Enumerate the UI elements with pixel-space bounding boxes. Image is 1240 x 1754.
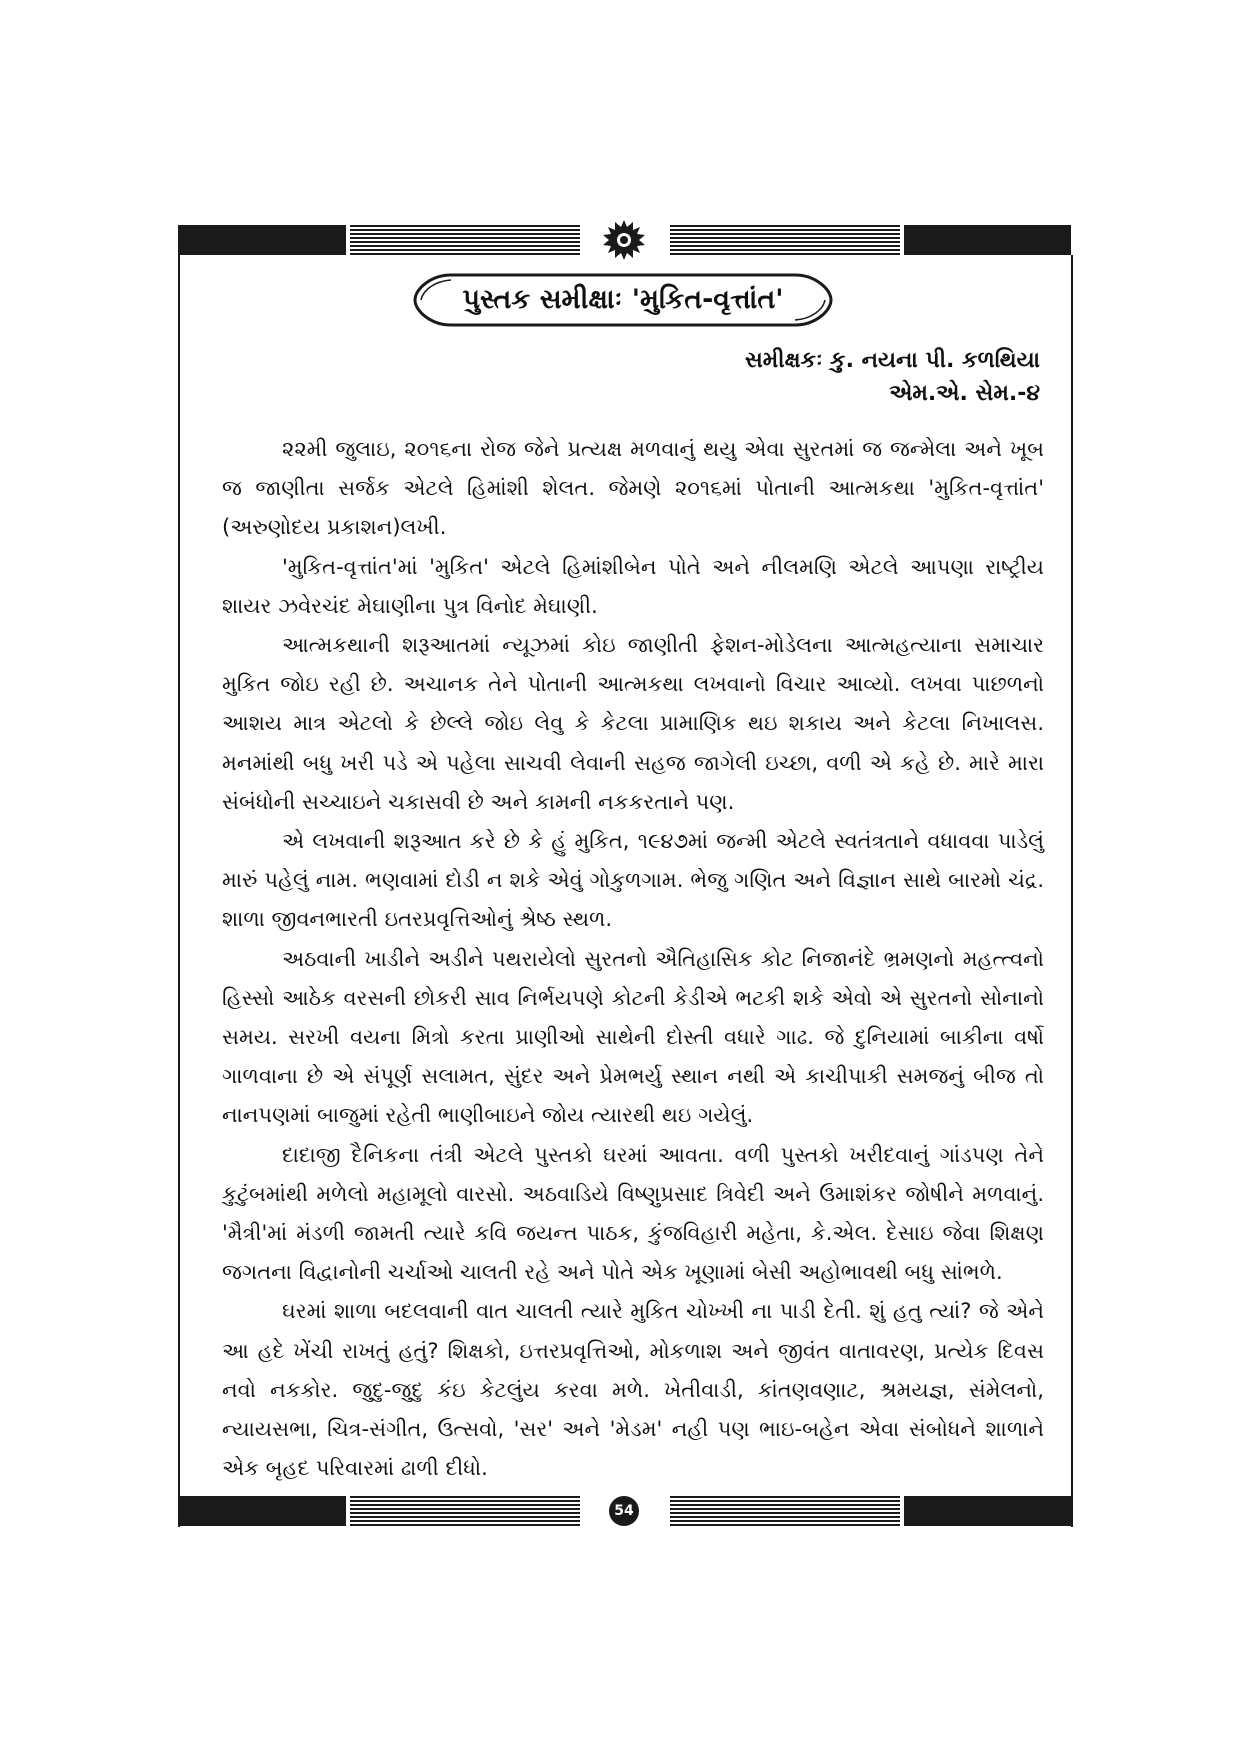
footer-bar-left-stripes xyxy=(350,1496,580,1526)
paragraph: એ લખવાની શરૂઆત કરે છે કે હું મુકિત, ૧૯૪૭માં જન્મી એટલે સ્વતંત્રતાને વધાવવા પાડેલું મારું પહેલું નામ. ભણવામાં દોડી ન શકે એવું ગોકુળગામ. ભેજુ ગણિત અને વિજ્ઞાન સાથે બારમો ચંદ્ર. શાળા જીવનભારતી ઇતરપ્રવૃત્તિઓનું શ્રેષ્ઠ સ્થળ. xyxy=(222,829,1044,932)
page-number: 54 xyxy=(609,1496,639,1526)
header-bar-left-solid xyxy=(178,225,346,255)
paragraph: ઘરમાં શાળા બદલવાની વાત ચાલતી ત્યારે મુકિત ચોખ્ખી ના પાડી દેતી. શું હતુ ત્યાં? જે એને આ હદે ખેંચી રાખતું હતું? શિક્ષકો, ઇત્તરપ્રવૃત્તિઓ, મોકળાશ અને જીવંત વાતાવરણ, પ્રત્યેક દિવસ નવો નકકોર. જુદુ-જુદુ કંઇ કેટલુંય કરવા મળે. ખેતીવાડી, કાંતણવણાટ, શ્રમયજ્ઞ, સંમેલનો, ન્યાયસભા, ચિત્ર-સંગીત, ઉત્સવો, 'સર' અને 'મેડમ' નહી પણ ભાઇ-બહેન એવા સંબોધને શાળાને એક બૃહદ પરિવારમાં ઢાળી દીધો. xyxy=(222,1299,1044,1481)
paragraph: આત્મકથાની શરૂઆતમાં ન્યૂઝમાં કોઇ જાણીતી ફેશન-મોડેલના આત્મહત્યાના સમાચાર મુકિત જોઇ રહી છે. અચાનક તેને પોતાની આત્મકથા લખવાનો વિચાર આવ્યો. લખવા પાછળનો આશય માત્ર એટલો કે છેલ્લે જોઇ લેવુ કે કેટલા પ્રામાણિક થઇ શકાય અને કેટલા નિખાલસ. મનમાંથી બધુ ખરી પડે એ પહેલા સાચવી લેવાની સહજ જાગેલી ઇચ્છા, વળી એ કહે છે. મારે મારા સંબંધોની સચ્ચાઇને ચકાસવી છે અને કામની નકકરતાને પણ. xyxy=(222,633,1044,814)
header-bar-right-solid xyxy=(904,225,1071,255)
degree-line: એમ.એ. સેમ.-૪ xyxy=(889,381,1040,406)
article-title: પુસ્તક સમીક્ષાઃ 'મુકિત-વૃત્તાંત' xyxy=(462,284,784,315)
footer-bar xyxy=(178,1496,1071,1526)
header-bar-left-stripes xyxy=(350,225,580,255)
header-bar-right-stripes xyxy=(670,225,900,255)
footer-bar-right-stripes xyxy=(670,1496,900,1526)
paragraph: અઠવાની ખાડીને અડીને પથરાયેલો સુરતનો ઐતિહાસિક કોટ નિજાનંદે ભ્રમણનો મહત્ત્વનો હિસ્સો આઠેક વરસની છોકરી સાવ નિર્ભયપણે કોટની કેડીએ ભટકી શકે એવો એ સુરતનો સોનાનો સમય. સરખી વયના મિત્રો કરતા પ્રાણીઓ સાથેની દોસ્તી વધારે ગાઢ. જે દુનિયામાં બાકીના વર્ષો ગાળવાના છે એ સંપૂર્ણ સલામત, સુંદર અને પ્રેમભર્યુ સ્થાન નથી એ કાચીપાકી સમજનું બીજ તો નાનપણમાં બાજુમાં રહેતી ભાણીબાઇને જોય ત્યારથી થઇ ગયેલું. xyxy=(222,946,1044,1128)
footer-bar-right-solid xyxy=(904,1496,1071,1526)
paragraph: ૨૨મી જુલાઇ, ૨૦૧૬ના રોજ જેને પ્રત્યક્ષ મળવાનું થયુ એવા સુરતમાં જ જન્મેલા અને ખૂબ જ જાણીતા સર્જક એટલે હિમાંશી શેલત. જેમણે ૨૦૧૬માં પોતાની આત્મકથા 'મુકિત-વૃત્તાંત' (અરુણોદય પ્રકાશન)લખી. xyxy=(222,437,1044,540)
title-banner xyxy=(411,271,835,329)
header-bar xyxy=(178,225,1071,255)
reviewer-line: સમીક્ષકઃ કુ. નયના પી. કળથિયા xyxy=(744,348,1040,373)
article-body xyxy=(222,430,1044,1488)
paragraph: દાદાજી દૈનિકના તંત્રી એટલે પુસ્તકો ઘરમાં આવતા. વળી પુસ્તકો ખરીદવાનું ગાંડપણ તેને કુટુંબમાંથી મળેલો મહામૂલો વારસો. અઠવાડિયે વિષ્ણુપ્રસાદ ત્રિવેદી અને ઉમાશંકર જોષીને મળવાનું. 'મૈત્રી'માં મંડળી જામતી ત્યારે કવિ જયન્ત પાઠક, કુંજવિહારી મહેતા, કે.એલ. દેસાઇ જેવા શિક્ષણ જગતના વિદ્વાનોની ચર્ચાઓ ચાલતી રહે અને પોતે એક ખૂણામાં બેસી અહોભાવથી બધુ સાંભળે. xyxy=(222,1142,1044,1285)
footer-bar-left-solid xyxy=(178,1496,346,1526)
paragraph: 'મુકિત-વૃત્તાંત'માં 'મુકિત' એટલે હિમાંશીબેન પોતે અને નીલમણિ એટલે આપણા રાષ્ટ્રીય શાયર ઝવેરચંદ મેઘાણીના પુત્ર વિનોદ મેઘાણી. xyxy=(222,554,1044,618)
